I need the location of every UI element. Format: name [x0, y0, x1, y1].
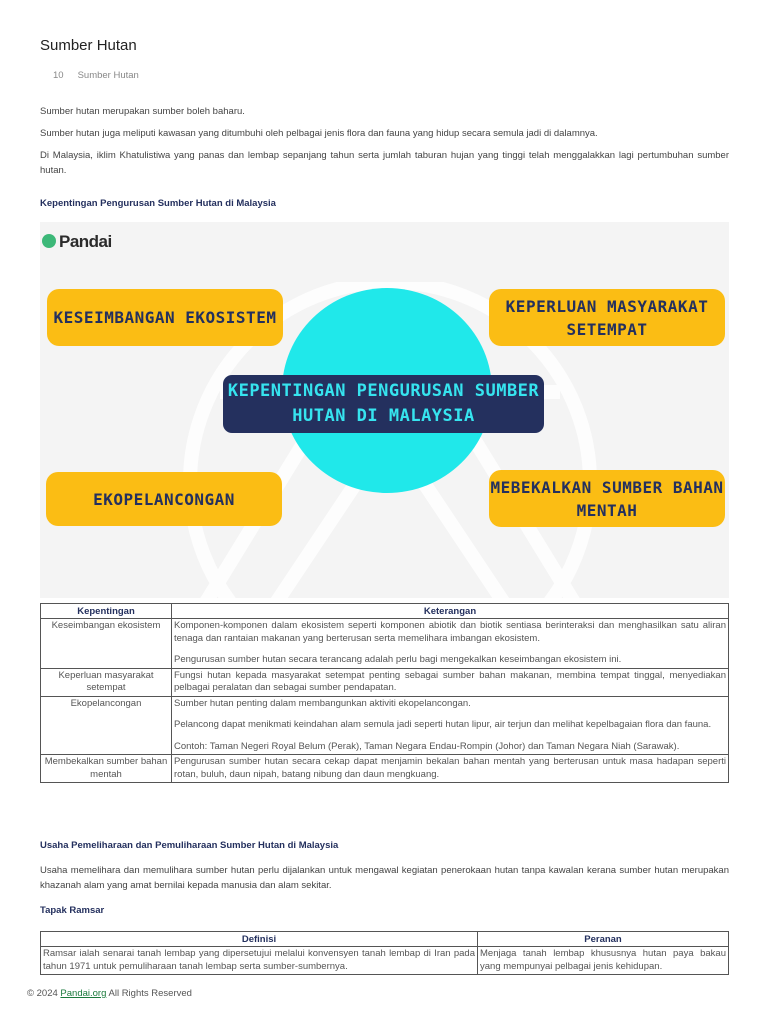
section-heading: Kepentingan Pengurusan Sumber Hutan di Malaysia [40, 198, 276, 209]
intro-paragraph: Sumber hutan juga meliputi kawasan yang ditumbuhi oleh pelbagai jenis flora dan fauna yang hidup secara semula jadi di dalamnya. [40, 128, 598, 139]
table-cell-key: Membekalkan sumber bahan mentah [41, 755, 172, 783]
table-header: Keterangan [172, 604, 729, 619]
table-row [41, 947, 729, 975]
table-cell-desc: Fungsi hutan kepada masyarakat setempat penting sebagai sumber bahan makanan, membina tempat tinggal, menyediakan pelbagai peralatan dan sebagai sumber pendapatan. [172, 668, 729, 696]
box-keseimbangan-ekosistem: KESEIMBANGAN EKOSISTEM [47, 289, 283, 346]
table-cell-definition: Ramsar ialah senarai tanah lembap yang dipersetujui melalui konvensyen tanah lembap di Iran pada tahun 1971 untuk pemuliharaan tanah lembap serta sumber-sumbernya. [41, 947, 478, 975]
breadcrumb [53, 70, 139, 81]
table-cell-key: Keseimbangan ekosistem [41, 619, 172, 669]
table-cell-desc: Sumber hutan penting dalam membangunkan aktiviti ekopelancongan. Pelancong dapat menikmati keindahan alam semula jadi seperti hutan lipur, air terjun dan melihat kepelbagaian flora dan fauna. Contoh: Taman Negeri Royal Belum (Perak), Taman Negara Endau-Rompin (Johor) dan Taman Negara Niah (Sarawak). [172, 696, 729, 755]
table-header: Kepentingan [41, 604, 172, 619]
breadcrumb-item[interactable]: Sumber Hutan [77, 70, 139, 81]
breadcrumb-number[interactable]: 10 [53, 70, 64, 81]
footer-rights: All Rights Reserved [108, 988, 192, 999]
pandai-logo-icon [42, 234, 56, 248]
table-cell-role: Menjaga tanah lembap khususnya hutan paya bakau yang mempunyai pelbagai jenis kehidupan. [478, 947, 729, 975]
table-row [41, 668, 729, 696]
ramsar-table [40, 931, 729, 975]
footer [27, 988, 192, 999]
box-bahan-mentah: MEBEKALKAN SUMBER BAHAN MENTAH [489, 470, 725, 527]
table-row [41, 755, 729, 783]
section-heading: Usaha Pemeliharaan dan Pemuliharaan Sumber Hutan di Malaysia [40, 840, 339, 851]
infographic [40, 222, 729, 598]
pandai-logo: Pandai [42, 232, 112, 252]
table-cell-desc: Komponen-komponen dalam ekosistem seperti komponen abiotik dan biotik sentiasa berinteraksi dan menghasilkan satu aliran tenaga dan rantaian makanan yang berterusan serta memelihara imbangan ekosistem. Pengurusan sumber hutan secara terancang adalah perlu bagi mengekalkan keseimbangan ekosistem ini. [172, 619, 729, 669]
table-row [41, 619, 729, 669]
box-ekopelancongan: EKOPELANCONGAN [46, 472, 282, 526]
footer-copyright: © 2024 [27, 988, 58, 999]
center-title-box: KEPENTINGAN PENGURUSAN SUMBER HUTAN DI MALAYSIA [223, 375, 544, 433]
table-cell-key: Keperluan masyarakat setempat [41, 668, 172, 696]
kepentingan-table [40, 603, 729, 783]
page-title: Sumber Hutan [40, 37, 137, 54]
table-row [41, 696, 729, 755]
footer-link[interactable]: Pandai.org [60, 988, 107, 999]
table-cell-key: Ekopelancongan [41, 696, 172, 755]
section-paragraph: Usaha memelihara dan memulihara sumber hutan perlu dijalankan untuk mengawal kegiatan penerokaan hutan tanpa kawalan kerana sumber hutan merupakan khazanah alam yang amat bernilai kepada manusia dan alam sekitar. [40, 865, 729, 891]
section-heading: Tapak Ramsar [40, 905, 105, 916]
intro-paragraph: Di Malaysia, iklim Khatulistiwa yang panas dan lembap sepanjang tahun serta jumlah taburan hujan yang tinggi telah menggalakkan lagi pertumbuhan sumber hutan. [40, 150, 729, 176]
intro-paragraph: Sumber hutan merupakan sumber boleh baharu. [40, 106, 245, 117]
box-keperluan-masyarakat: KEPERLUAN MASYARAKAT SETEMPAT [489, 289, 725, 346]
table-header: Definisi [41, 932, 478, 947]
table-header: Peranan [478, 932, 729, 947]
table-cell-desc: Pengurusan sumber hutan secara cekap dapat menjamin bekalan bahan mentah yang berterusan untuk masa hadapan seperti rotan, buluh, daun nipah, batang nibung dan daun mengkuang. [172, 755, 729, 783]
